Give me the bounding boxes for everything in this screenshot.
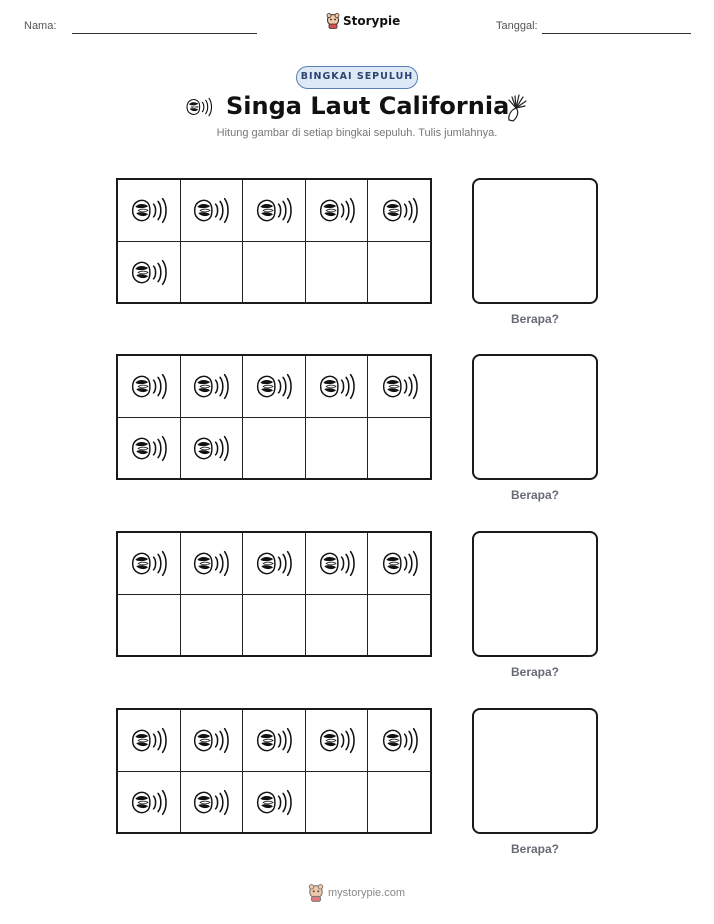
ten-frame-cell bbox=[181, 418, 244, 480]
sea-lion-bark-icon bbox=[129, 547, 169, 580]
ten-frame-cell bbox=[306, 595, 369, 657]
ten-frame bbox=[116, 708, 432, 834]
ten-frame-cell bbox=[368, 242, 431, 304]
ten-frame-cell bbox=[368, 533, 431, 595]
ten-frame-cell bbox=[368, 180, 431, 242]
date-label: Tanggal: bbox=[496, 20, 538, 32]
sea-lion-bark-icon bbox=[254, 786, 294, 819]
answer-box[interactable] bbox=[472, 178, 598, 304]
ten-frame-cell bbox=[243, 418, 306, 480]
name-line[interactable] bbox=[72, 33, 257, 34]
sea-lion-bark-icon bbox=[191, 194, 231, 227]
sea-lion-bark-icon bbox=[317, 547, 357, 580]
ten-frame-cell bbox=[118, 356, 181, 418]
ten-frame-cell bbox=[118, 772, 181, 834]
sea-lion-bark-icon bbox=[254, 194, 294, 227]
sea-lion-bark-icon bbox=[380, 194, 420, 227]
ten-frame-cell bbox=[118, 710, 181, 772]
footer bbox=[308, 884, 405, 902]
ten-frame bbox=[116, 178, 432, 304]
answer-box[interactable] bbox=[472, 531, 598, 657]
ten-frame-cell bbox=[181, 772, 244, 834]
ten-frame-cell bbox=[306, 242, 369, 304]
sea-lion-bark-icon bbox=[129, 786, 169, 819]
brand-name: Storypie bbox=[343, 14, 401, 28]
ten-frame-cell bbox=[243, 772, 306, 834]
ten-frame-cell bbox=[306, 418, 369, 480]
ten-frame-cell bbox=[368, 356, 431, 418]
sea-lion-bark-icon bbox=[129, 194, 169, 227]
sea-lion-bark-icon bbox=[191, 786, 231, 819]
ten-frame-cell bbox=[368, 595, 431, 657]
answer-label: Berapa? bbox=[510, 665, 560, 679]
sea-lion-bark-icon bbox=[317, 370, 357, 403]
page-title: Singa Laut California bbox=[226, 92, 510, 120]
answer-label: Berapa? bbox=[510, 842, 560, 856]
ten-frame bbox=[116, 354, 432, 480]
ten-frame-cell bbox=[118, 595, 181, 657]
ten-frame-cell bbox=[306, 710, 369, 772]
whisker-icon bbox=[503, 90, 529, 124]
ten-frame-cell bbox=[306, 356, 369, 418]
sea-lion-bark-icon bbox=[317, 724, 357, 757]
instructions: Hitung gambar di setiap bingkai sepuluh. Tulis jumlahnya. bbox=[216, 127, 498, 139]
ten-frame-cell bbox=[243, 180, 306, 242]
ten-frame-cell bbox=[368, 710, 431, 772]
name-label: Nama: bbox=[24, 20, 57, 32]
sea-lion-bark-icon bbox=[380, 547, 420, 580]
sea-lion-bark-icon bbox=[129, 370, 169, 403]
sea-lion-bark-icon bbox=[191, 432, 231, 465]
sea-lion-bark-icon bbox=[380, 370, 420, 403]
sea-lion-bark-icon bbox=[191, 724, 231, 757]
ten-frame-cell bbox=[181, 710, 244, 772]
ten-frame-cell bbox=[243, 710, 306, 772]
sea-lion-bark-icon bbox=[129, 256, 169, 289]
ten-frame-cell bbox=[243, 242, 306, 304]
storypie-mascot-icon bbox=[326, 13, 340, 29]
ten-frame-cell bbox=[368, 772, 431, 834]
answer-label: Berapa? bbox=[510, 312, 560, 326]
answer-label: Berapa? bbox=[510, 488, 560, 502]
sea-lion-bark-icon bbox=[129, 432, 169, 465]
ten-frame bbox=[116, 531, 432, 657]
sea-lion-bark-icon bbox=[129, 724, 169, 757]
ten-frame-cell bbox=[243, 533, 306, 595]
ten-frame-cell bbox=[118, 418, 181, 480]
sea-lion-bark-icon bbox=[184, 95, 214, 119]
ten-frame-cell bbox=[243, 595, 306, 657]
answer-box[interactable] bbox=[472, 354, 598, 480]
sea-lion-bark-icon bbox=[317, 194, 357, 227]
ten-frame-cell bbox=[181, 242, 244, 304]
answer-box[interactable] bbox=[472, 708, 598, 834]
ten-frame-cell bbox=[181, 595, 244, 657]
ten-frame-cell bbox=[118, 242, 181, 304]
ten-frame-cell bbox=[306, 772, 369, 834]
worksheet-badge: BINGKAI SEPULUH bbox=[296, 66, 418, 89]
ten-frame-cell bbox=[118, 533, 181, 595]
ten-frame-cell bbox=[306, 180, 369, 242]
sea-lion-bark-icon bbox=[191, 547, 231, 580]
ten-frame-cell bbox=[368, 418, 431, 480]
storypie-mascot-icon bbox=[308, 884, 324, 902]
brand-logo bbox=[326, 13, 400, 29]
ten-frame-cell bbox=[306, 533, 369, 595]
sea-lion-bark-icon bbox=[380, 724, 420, 757]
sea-lion-bark-icon bbox=[254, 547, 294, 580]
ten-frame-cell bbox=[243, 356, 306, 418]
ten-frame-cell bbox=[181, 180, 244, 242]
date-line[interactable] bbox=[542, 33, 691, 34]
sea-lion-bark-icon bbox=[254, 724, 294, 757]
sea-lion-bark-icon bbox=[191, 370, 231, 403]
ten-frame-cell bbox=[118, 180, 181, 242]
ten-frame-cell bbox=[181, 533, 244, 595]
sea-lion-bark-icon bbox=[254, 370, 294, 403]
ten-frame-cell bbox=[181, 356, 244, 418]
footer-url: mystorypie.com bbox=[328, 887, 406, 899]
